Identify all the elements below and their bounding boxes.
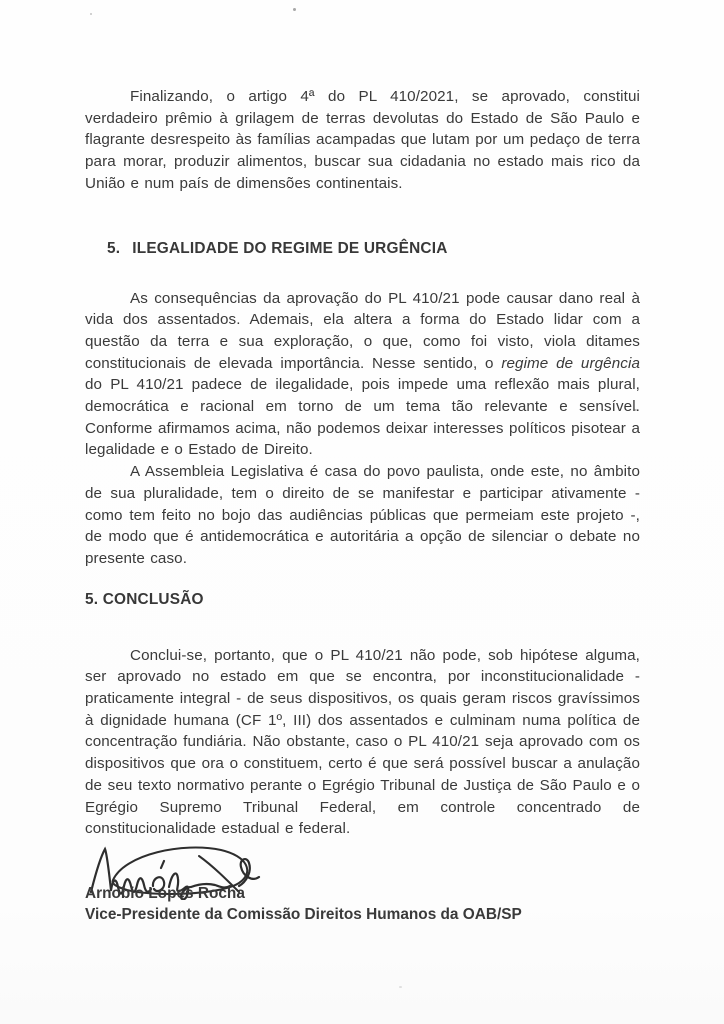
paragraph-assembleia: A Assembleia Legislativa é casa do povo paulista, onde este, no âmbito de sua pluralidade, tem o direito de se manifestar e participar ativamente - como tem feito no bojo das audiências públicas que permeiam este projeto -, de modo que é antidemocrática e autoritária a opção de silenciar o debate no presente caso.	[85, 463, 640, 567]
paragraph-consequencias-part1: As consequências da aprovação do PL 410/21 pode causar dano real à vida dos assentados. Ademais, ela altera a forma do Estado lidar com a questão da terra e sua exploração, o que, como foi visto, viola ditames constitucionais de elevada importância. Nesse sentido, o	[85, 289, 640, 372]
conclusion-heading: 5. CONCLUSÃO	[85, 590, 204, 608]
section-number: 5.	[107, 239, 121, 257]
section-title: ILEGALIDADE DO REGIME DE URGÊNCIA	[132, 239, 448, 257]
paragraph-conclusao: Conclui-se, portanto, que o PL 410/21 não pode, sob hipótese alguma, ser aprovado no estado em que se encontra, por inconstitucionalidade - praticamente integral - de seus dispositivos, os quais geram riscos gravíssimos à dignidade humana (CF 1º, III) dos assentados e culminam numa política de concentração fundiária. Não obstante, caso o PL 410/21 seja aprovado com os dispositivos que ora o constituem, certo é que será possível buscar a anulação de seu texto normativo perante o Egrégio Tribunal de Justiça de São Paulo e o Egrégio Supremo Tribunal Federal, em controle concentrado de constitucionalidade estadual e federal.	[85, 646, 640, 838]
italic-regime-de-urgencia: regime de urgência	[501, 354, 640, 372]
paragraph-consequencias-part2: do PL 410/21 padece de ilegalidade, pois impede uma reflexão mais plural, democrática e racional em torno de um tema tão relevante e sensível. Conforme afirmamos acima, não podemos deixar interesses políticos pisotear a legalidade e o Estado de Direito.	[85, 376, 640, 459]
signer-name: Arnobio Lopes Rocha	[85, 884, 245, 902]
paragraph-finalizando: Finalizando, o artigo 4ª do PL 410/2021, se aprovado, constitui verdadeiro prêmio à grilagem de terras devolutas do Estado de São Paulo e flagrante desrespeito às famílias acampadas que lutam por um pedaço de terra para morar, produzir alimentos, buscar sua cidadania no estado mais rico da União e num país de dimensões continentais.	[85, 88, 640, 192]
scan-speck	[399, 986, 402, 988]
section-heading-ilegalidade	[85, 238, 640, 260]
signer-title: Vice-Presidente da Comissão Direitos Humanos da OAB/SP	[85, 905, 522, 923]
signature-block	[85, 842, 640, 926]
paragraph-consequencias	[85, 288, 640, 462]
